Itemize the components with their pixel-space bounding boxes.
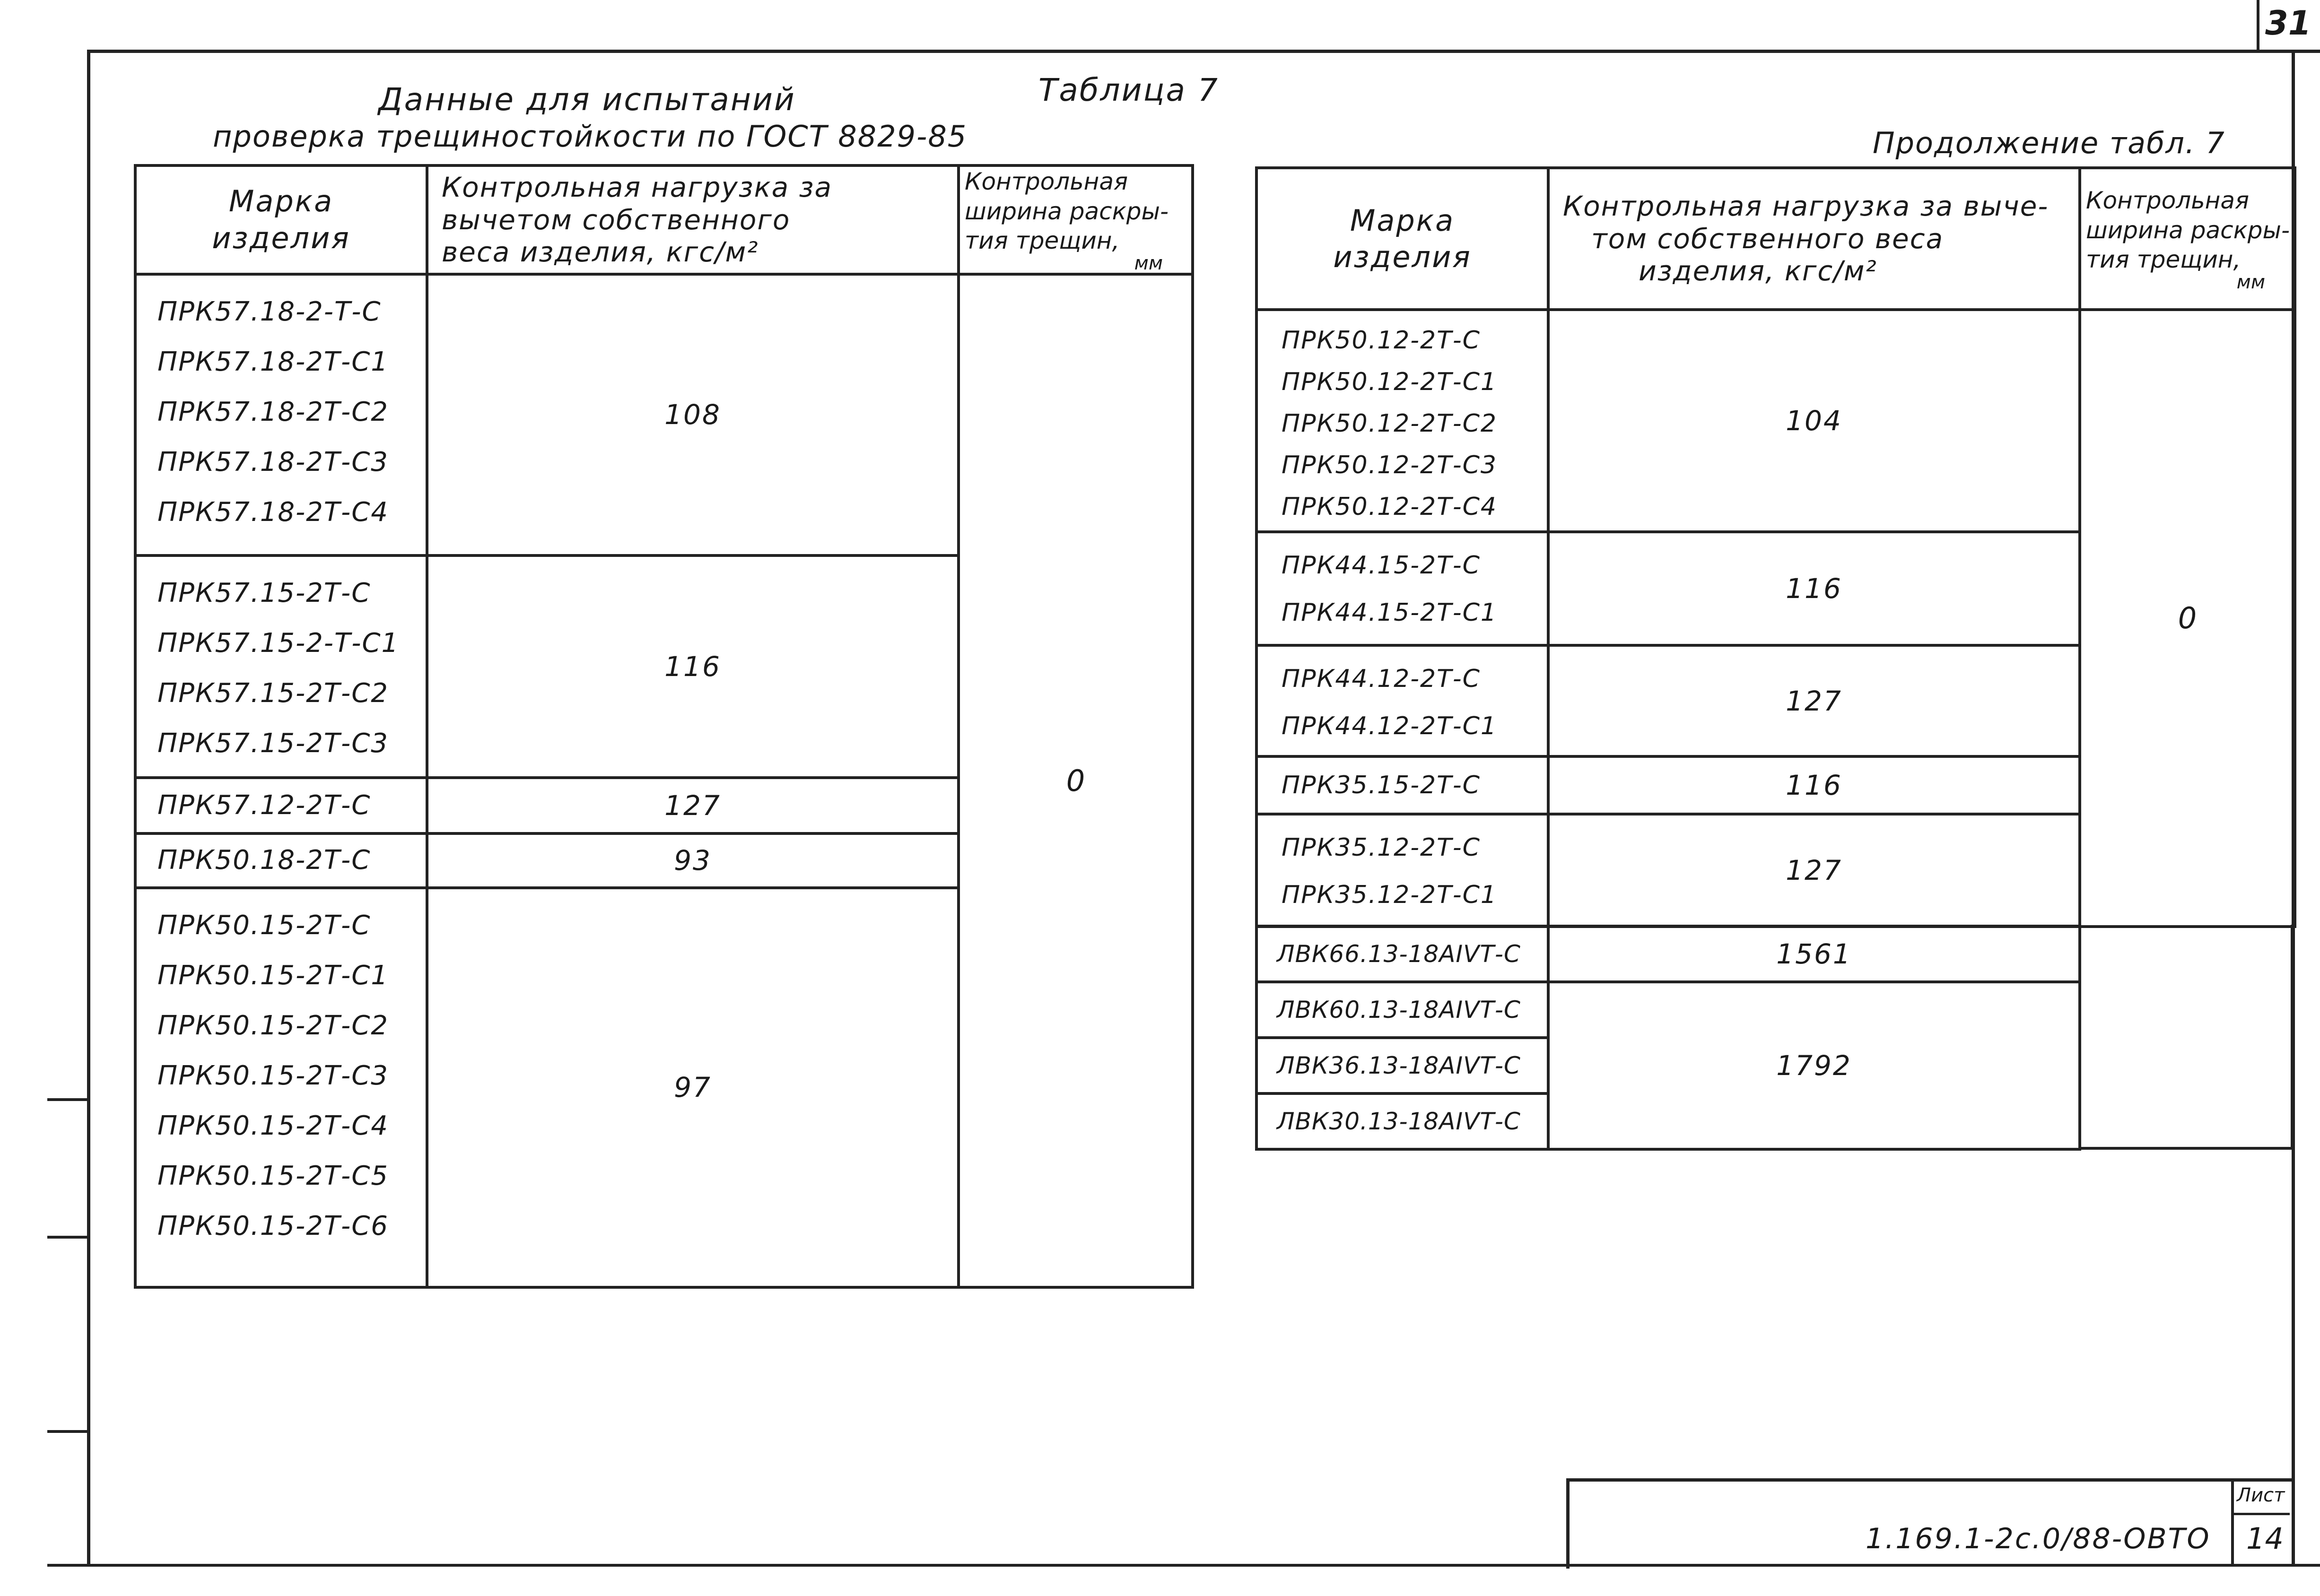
- frame-left-border: [87, 50, 90, 1565]
- table-number: Таблица 7: [1038, 72, 1219, 108]
- product-mark: ПРК57.15-2Т-С2: [157, 677, 389, 709]
- product-mark: ПРК57.18-2-Т-С: [157, 296, 382, 327]
- table-header-row: [1256, 168, 2295, 310]
- margin-tick: [47, 1098, 89, 1101]
- load-value: 116: [1548, 756, 2080, 814]
- table-row: [135, 274, 1193, 555]
- product-mark: ПРК50.12-2Т-С3: [1282, 451, 1498, 479]
- product-mark: ПРК35.12-2Т-С1: [1282, 881, 1498, 909]
- test-data-table-right-lvk: [1255, 925, 2081, 1151]
- load-value: 93: [427, 833, 959, 888]
- crack-width-column-extension: [2078, 925, 2294, 1150]
- page-number-divider: [2257, 0, 2259, 50]
- product-mark: ПРК50.15-2Т-С: [157, 910, 371, 941]
- document-title: Данные для испытаний: [378, 81, 796, 118]
- product-mark: ПРК57.18-2Т-С1: [157, 346, 389, 377]
- document-code: 1.169.1-2с.0/88-ОВТО: [1866, 1522, 2211, 1555]
- mark-cell: [135, 778, 427, 833]
- stamp-divider: [2231, 1478, 2234, 1565]
- mark-cell: [135, 833, 427, 888]
- header-width-line: тия трещин,: [2086, 246, 2241, 274]
- mark-cell: [135, 274, 427, 555]
- header-width-unit: мм: [1134, 252, 1163, 274]
- product-mark: ПРК50.15-2Т-С5: [157, 1160, 389, 1191]
- load-value: 1792: [1548, 982, 2080, 1149]
- product-mark: ПРК50.18-2Т-С: [157, 845, 371, 876]
- frame-top-border: [87, 50, 2320, 53]
- product-mark: ПРК35.15-2Т-С: [1282, 771, 1481, 799]
- product-mark: ПРК57.15-2Т-С3: [157, 728, 389, 759]
- sheet-label: Лист: [2237, 1484, 2285, 1506]
- header-mark-line: Марка: [228, 184, 334, 219]
- mark-cell: [1256, 532, 1548, 645]
- header-width-line: ширина раскры-: [2086, 216, 2290, 244]
- header-width-line: ширина раскры-: [965, 197, 1169, 225]
- load-value: 108: [427, 274, 959, 555]
- product-mark: ПРК44.12-2Т-С1: [1282, 712, 1498, 740]
- header-width-line: тия трещин,: [965, 227, 1120, 254]
- header-width-line: Контрольная: [965, 168, 1128, 195]
- header-mark-line: изделия: [1333, 240, 1472, 274]
- product-mark: ЛВК60.13-18АIVТ-С: [1256, 982, 1548, 1038]
- header-mark-line: Марка: [1350, 203, 1455, 238]
- product-mark: ПРК57.18-2Т-С3: [157, 446, 389, 477]
- margin-tick: [47, 1430, 89, 1433]
- product-mark: ЛВК36.13-18АIVТ-С: [1256, 1038, 1548, 1093]
- table-header-row: [135, 165, 1193, 274]
- document-subtitle: проверка трещиностойкости по ГОСТ 8829-85: [213, 119, 968, 154]
- header-load-line: веса изделия, кгс/м²: [442, 235, 759, 268]
- product-mark: ЛВК30.13-18АIVТ-С: [1256, 1093, 1548, 1149]
- load-value: 104: [1548, 310, 2080, 532]
- product-mark: ПРК50.15-2Т-С3: [157, 1060, 389, 1091]
- product-mark: ПРК50.12-2Т-С: [1282, 326, 1481, 355]
- header-width-unit: мм: [2236, 271, 2265, 293]
- table-row: [1256, 926, 2080, 982]
- margin-tick: [47, 1236, 89, 1239]
- table-row: [1256, 982, 2080, 1038]
- header-load-line: вычетом собственного: [442, 203, 791, 236]
- mark-cell: [1256, 310, 1548, 532]
- load-value: 116: [1548, 532, 2080, 645]
- mark-cell: [1256, 756, 1548, 814]
- load-value: 1561: [1548, 926, 2080, 982]
- product-mark: ПРК57.15-2-Т-С1: [157, 627, 400, 659]
- product-mark: ПРК57.18-2Т-С4: [157, 496, 389, 528]
- product-mark: ПРК44.15-2Т-С1: [1282, 598, 1498, 627]
- mark-cell: [1256, 645, 1548, 756]
- test-data-table-right: [1255, 166, 2296, 928]
- product-mark: ПРК50.12-2Т-С2: [1282, 409, 1498, 438]
- mark-cell: [135, 555, 427, 778]
- load-value: 127: [427, 778, 959, 833]
- crack-width-value: 0: [2080, 310, 2295, 927]
- header-mark: [135, 165, 427, 274]
- product-mark: ПРК50.12-2Т-С1: [1282, 368, 1498, 396]
- header-load: [427, 165, 959, 274]
- product-mark: ПРК50.15-2Т-С1: [157, 960, 389, 991]
- header-width-line: Контрольная: [2086, 187, 2250, 215]
- load-value: 97: [427, 888, 959, 1287]
- header-load: [1548, 168, 2080, 310]
- product-mark: ПРК44.15-2Т-С: [1282, 551, 1481, 580]
- product-mark: ПРК50.15-2Т-С6: [157, 1210, 389, 1241]
- table-continued-label: Продолжение табл. 7: [1873, 126, 2225, 160]
- crack-width-value: 0: [959, 274, 1193, 1287]
- header-load-line: изделия, кгс/м²: [1639, 255, 1877, 287]
- product-mark: ПРК44.12-2Т-С: [1282, 665, 1481, 693]
- product-mark: ПРК57.12-2Т-С: [157, 789, 371, 821]
- header-load-line: том собственного веса: [1591, 222, 1944, 255]
- header-load-line: Контрольная нагрузка за: [442, 171, 833, 204]
- header-crack-width: [2080, 168, 2295, 310]
- stamp-subline: [2231, 1513, 2290, 1515]
- mark-cell: [1256, 814, 1548, 927]
- load-value: 116: [427, 555, 959, 778]
- product-mark: ПРК57.18-2Т-С2: [157, 396, 389, 427]
- table-row: [1256, 310, 2295, 532]
- header-mark-line: изделия: [212, 220, 350, 255]
- product-mark: ЛВК66.13-18АIVТ-С: [1256, 926, 1548, 982]
- sheet-number: 14: [2246, 1521, 2284, 1556]
- product-mark: ПРК50.15-2Т-С4: [157, 1110, 389, 1141]
- load-value: 127: [1548, 645, 2080, 756]
- header-load-line: Контрольная нагрузка за выче-: [1563, 190, 2049, 223]
- header-mark: [1256, 168, 1548, 310]
- test-data-table-left: [134, 164, 1194, 1289]
- product-mark: ПРК35.12-2Т-С: [1282, 833, 1481, 862]
- page-number: 31: [2265, 4, 2311, 43]
- product-mark: ПРК57.15-2Т-С: [157, 577, 371, 608]
- product-mark: ПРК50.12-2Т-С4: [1282, 493, 1498, 521]
- product-mark: ПРК50.15-2Т-С2: [157, 1010, 389, 1041]
- mark-cell: [135, 888, 427, 1287]
- header-crack-width: [959, 165, 1193, 274]
- load-value: 127: [1548, 814, 2080, 927]
